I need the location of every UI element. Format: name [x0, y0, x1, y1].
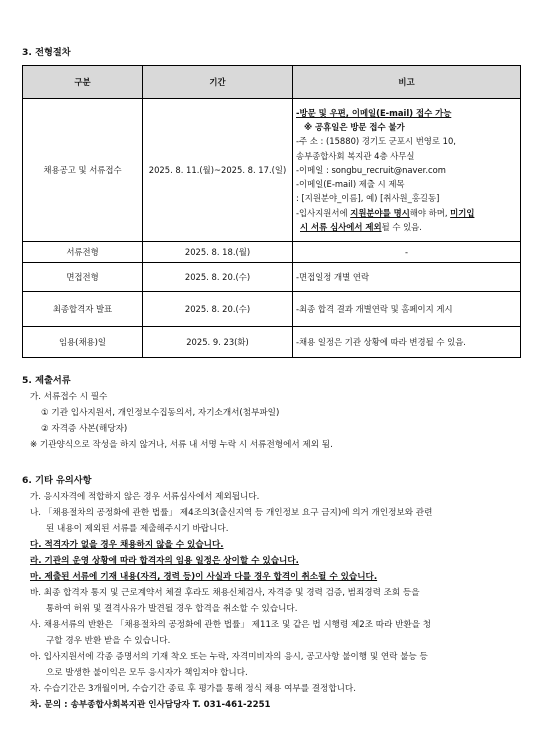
section-5-title: 5. 제출서류	[22, 375, 71, 386]
row-note: -최종 합격 결과 개별연락 및 홈페이지 게시	[293, 292, 521, 327]
sec6-item-sa-cont: 구할 경우 반환 받을 수 있습니다.	[46, 636, 171, 646]
sec6-item-da: 다. 적격자가 없을 경우 채용하지 않을 수 있습니다.	[30, 540, 224, 550]
header-period: 기간	[143, 66, 293, 99]
row-type: 면접전형	[23, 263, 143, 292]
section-6-title: 6. 기타 유의사항	[22, 475, 92, 486]
sec6-item-ba-cont: 통하여 허위 및 결격사유가 발견될 경우 합격을 취소할 수 있습니다.	[46, 604, 298, 614]
procedure-table	[22, 65, 521, 358]
row-type: 서류전형	[23, 242, 143, 263]
row-period: 2025. 8. 20.(수)	[143, 292, 293, 327]
row-period: 2025. 9. 23(화)	[143, 327, 293, 358]
sec6-item-a-cont: 으로 발생한 불이익은 모두 응시자가 책임져야 합니다.	[46, 668, 248, 678]
table-row	[23, 263, 521, 292]
table-row	[23, 99, 521, 242]
table-row	[23, 242, 521, 263]
table-row	[23, 292, 521, 327]
row-type: 임용(채용)일	[23, 327, 143, 358]
sec6-item-cha-contact: 차. 문의 : 송부종합사회복지관 인사담당자 T. 031-461-2251	[30, 700, 271, 710]
row-type: 최종합격자 발표	[23, 292, 143, 327]
sec5-item-ga: 가. 서류접수 시 필수	[30, 392, 108, 402]
sec6-item-ra: 라. 기관의 운영 상황에 따라 합격자의 임용 일정은 상이할 수 있습니다.	[30, 556, 299, 566]
section-3-title: 3. 전형절차	[22, 47, 71, 58]
sec6-item-na: 나. 「채용절차의 공정화에 관한 법률」 제4조의3(출신지역 등 개인정보 요구 금지)에 의거 개인정보와 관련	[30, 508, 433, 518]
row-period: 2025. 8. 20.(수)	[143, 263, 293, 292]
sec6-item-ga: 가. 응시자격에 적합하지 않은 경우 서류심사에서 제외됩니다.	[30, 492, 260, 502]
sec6-item-ba: 바. 최종 합격자 통지 및 근로계약서 체결 후라도 채용신체검사, 자격증 및 경력 검증, 범죄경력 조회 등을	[30, 588, 420, 598]
sec5-note: ※ 기관양식으로 작성을 하지 않거나, 서류 내 서명 누락 시 서류전형에서 제외 됨.	[30, 440, 333, 450]
sec6-item-ma: 마. 제출된 서류에 기재 내용(자격, 경력 등)이 사실과 다를 경우 합격이 취소될 수 있습니다.	[30, 572, 378, 582]
header-note: 비고	[293, 66, 521, 99]
row-note: -면접일정 개별 연락	[293, 263, 521, 292]
row-note: -채용 일정은 기관 상황에 따라 변경될 수 있음.	[293, 327, 521, 358]
row-type: 채용공고 및 서류접수	[23, 99, 143, 242]
sec6-item-ja: 자. 수습기간은 3개월이며, 수습기간 종료 후 평가를 통해 정식 채용 여부를 결정합니다.	[30, 684, 356, 694]
sec6-item-na-cont: 된 내용이 제외된 서류를 제출해주시기 바랍니다.	[46, 524, 229, 534]
sec5-item-2: ② 자격증 사본(해당자)	[41, 424, 128, 434]
sec6-item-sa: 사. 채용서류의 반환은 「채용절차의 공정화에 관한 법률」 제11조 및 같은 법 시행령 제2조 따라 반환을 청	[30, 620, 432, 630]
row-note: -	[293, 242, 521, 263]
table-header-row	[23, 66, 521, 99]
sec5-item-1: ① 기관 입사지원서, 개인정보수집동의서, 자기소개서(첨부파일)	[41, 408, 280, 418]
table-row	[23, 327, 521, 358]
sec6-item-a: 아. 입사지원서에 각종 증명서의 기재 착오 또는 누락, 자격미비자의 응시, 공고사항 불이행 및 연락 불능 등	[30, 652, 428, 662]
row-period: 2025. 8. 18.(월)	[143, 242, 293, 263]
row-period: 2025. 8. 11.(월)~2025. 8. 17.(일)	[143, 99, 293, 242]
header-type: 구분	[23, 66, 143, 99]
row-note: -방문 및 우편, 이메일(E-mail) 접수 가능 ※ 공휴일은 방문 접수 불가 -주 소 : (15880) 경기도 군포시 번영로 10, 송부종합사회 복지관 4층 사무실 -이메일 : songbu_recruit@naver.com -이메일(E-mail) 제출 시 제목 : [지원분야_이름], 예) [취사원_홍길동] -입사지원서에 지원분야를 명시해야 하며, 미기입 시 서류 심사에서 제외될 수 있음.	[293, 99, 521, 242]
